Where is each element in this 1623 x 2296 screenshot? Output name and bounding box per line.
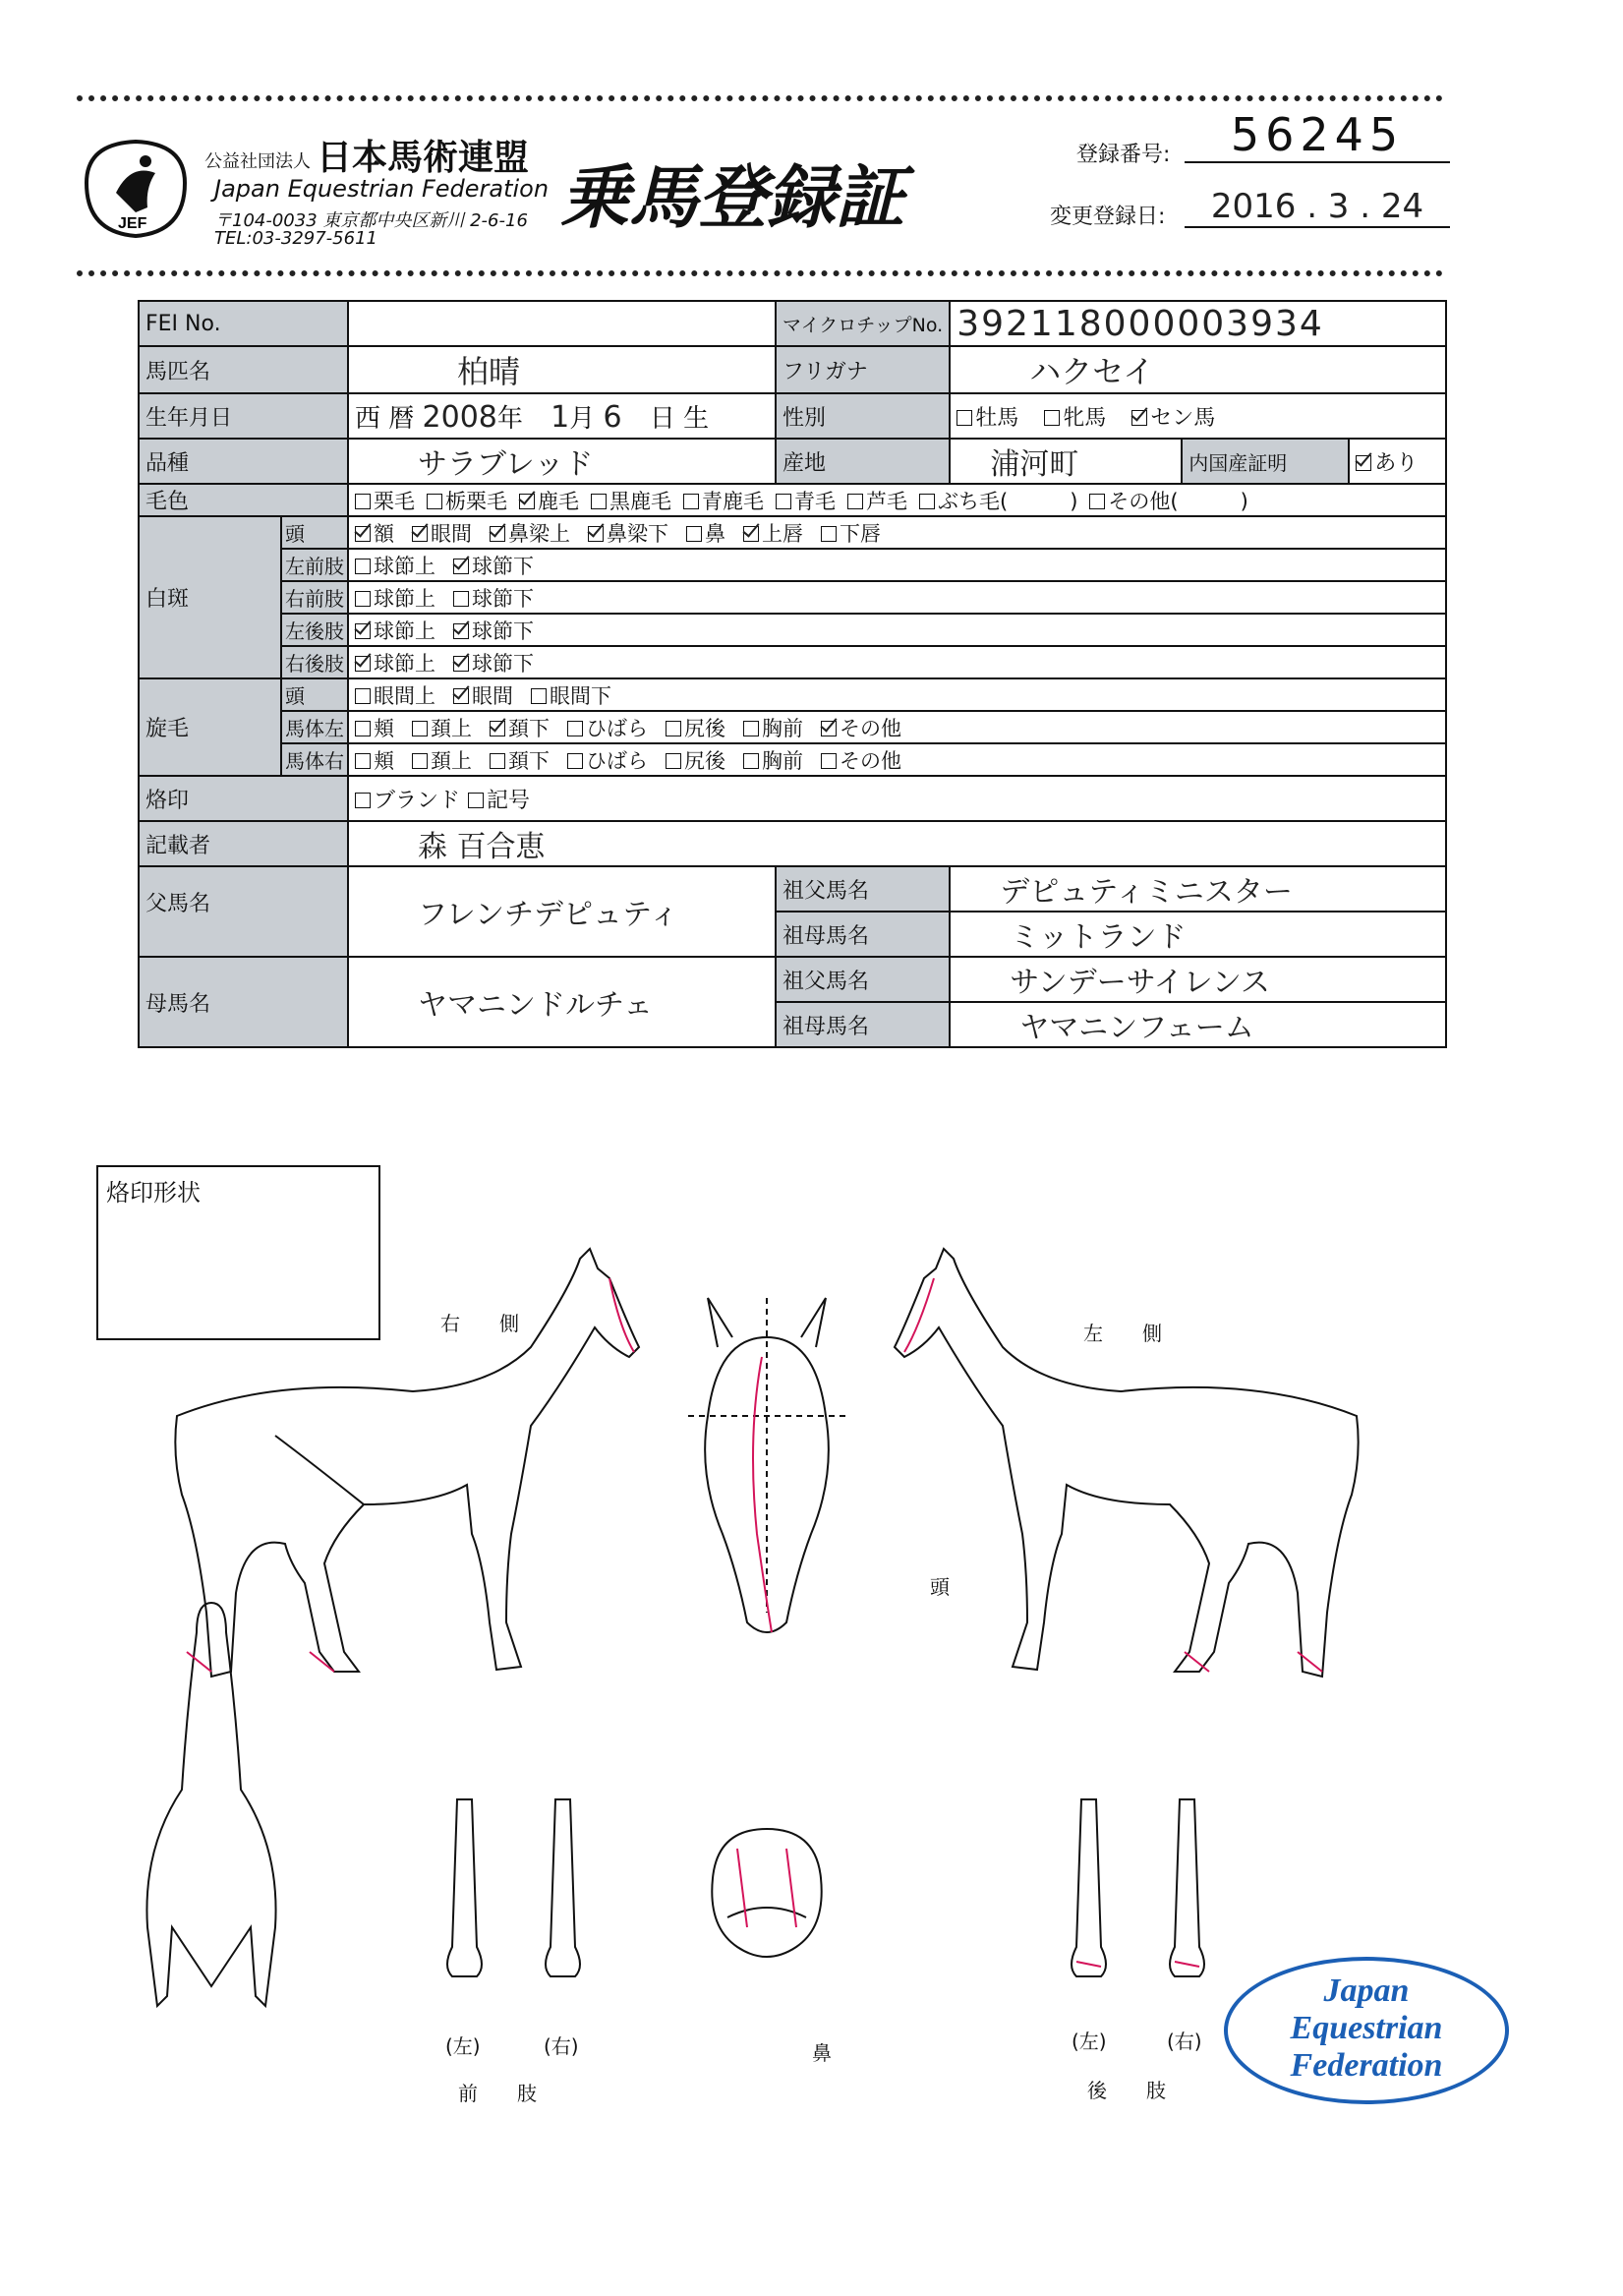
right-side-horse: [175, 1249, 639, 1677]
checkbox-option[interactable]: [355, 648, 435, 677]
checkbox-icon[interactable]: [468, 793, 484, 808]
checkbox-option[interactable]: [743, 745, 803, 775]
checkbox-icon[interactable]: [355, 753, 371, 769]
checkbox-icon[interactable]: [355, 688, 371, 704]
whorl-section: [139, 678, 1446, 776]
checkbox-label: 鹿毛: [538, 489, 579, 513]
checkbox-option[interactable]: [490, 518, 570, 548]
checkbox-label: 球節上: [374, 651, 435, 676]
checkbox-option[interactable]: [355, 680, 435, 710]
fore-caption: 前 肢: [458, 2082, 537, 2105]
birth-label: 生年月日: [139, 393, 348, 439]
checkbox-option[interactable]: [1044, 401, 1106, 432]
checkbox-label: 球節下: [472, 618, 534, 643]
body-part-options: [348, 646, 1446, 678]
checkbox-option[interactable]: [355, 583, 435, 613]
checkbox-option[interactable]: [567, 713, 648, 742]
furigana-label: フリガナ: [776, 346, 950, 393]
breed-label: 品種: [139, 439, 348, 484]
checkbox-icon[interactable]: [666, 721, 681, 736]
checkbox-icon[interactable]: [1089, 494, 1105, 509]
checkbox-label: その他: [840, 716, 901, 740]
checkbox-label: 青毛: [794, 489, 836, 513]
fei-value: [348, 301, 776, 346]
fore-left-label: (左): [445, 2034, 481, 2058]
checkbox-option[interactable]: [519, 486, 579, 515]
logo-text: JEF: [118, 215, 147, 232]
checkbox-label: 球節上: [374, 586, 435, 611]
org-address: 〒104-0033 東京都中央区新川 2-6-16: [214, 210, 528, 231]
sire-granddam-value: ミットランド: [950, 912, 1446, 957]
checkbox-option[interactable]: [453, 583, 534, 613]
horse-diagram: [118, 1239, 1416, 2124]
checkbox-icon[interactable]: [427, 494, 442, 509]
nose-view: [712, 1829, 821, 1957]
checkbox-label: 球節下: [472, 586, 534, 611]
checkbox-label: ぶち毛( ): [938, 489, 1078, 513]
checkbox-icon[interactable]: [666, 753, 681, 769]
checkbox-icon[interactable]: [776, 494, 791, 509]
dam-value: ヤマニンドルチェ: [348, 957, 776, 1047]
checkbox-label: 鼻梁上: [508, 521, 570, 546]
hind-legs: [1072, 1799, 1204, 1976]
checkbox-label: あり: [1374, 450, 1419, 476]
recorder-value: 森 百合恵: [348, 821, 1446, 866]
checkbox-option[interactable]: [591, 486, 671, 515]
checkbox-label: 頬: [374, 716, 394, 740]
checkbox-icon[interactable]: [490, 721, 505, 736]
brand-shape-label: 烙印形状: [106, 1179, 201, 1207]
checkbox-icon[interactable]: [567, 721, 583, 736]
checkbox-icon[interactable]: [1044, 410, 1060, 426]
checkbox-icon[interactable]: [591, 494, 607, 509]
birth-year: 2008: [422, 399, 497, 435]
org-name-en: Japan Equestrian Federation: [214, 175, 550, 203]
checkbox-label: 栗毛: [374, 489, 415, 513]
checkbox-option[interactable]: [776, 486, 836, 515]
checkbox-label: 眼間: [431, 521, 472, 546]
horse-name-value: 柏晴: [348, 346, 776, 393]
checkbox-label: 鼻: [705, 521, 725, 546]
checkbox-label: 頚上: [431, 716, 472, 740]
checkbox-icon[interactable]: [821, 526, 837, 542]
jef-stamp: [1224, 1957, 1509, 2104]
nose-label: 鼻: [812, 2041, 832, 2065]
checkbox-label: その他( ): [1108, 489, 1248, 513]
checkbox-label: ひばら: [586, 748, 648, 773]
checkbox-icon[interactable]: [531, 688, 547, 704]
checkbox-icon[interactable]: [686, 526, 702, 542]
horse-name-label: 馬匹名: [139, 346, 348, 393]
left-side-label: 左 側: [1083, 1322, 1162, 1345]
left-side-horse: [895, 1249, 1359, 1677]
checkbox-option[interactable]: [956, 401, 1018, 432]
body-part-label: 馬体左: [281, 711, 348, 743]
origin-label: 産地: [776, 439, 950, 484]
head-front-view: [688, 1298, 845, 1632]
change-date-label: 変更登録日:: [1050, 205, 1166, 229]
checkbox-label: 青鹿毛: [702, 489, 764, 513]
checkbox-option[interactable]: [743, 713, 803, 742]
checkbox-label: 胸前: [762, 748, 803, 773]
checkbox-icon[interactable]: [567, 753, 583, 769]
white-body-label: 白斑: [139, 516, 281, 678]
checkbox-icon[interactable]: [355, 623, 371, 639]
checkbox-option[interactable]: [821, 518, 881, 548]
org-prefix: 公益社団法人: [204, 151, 311, 172]
checkbox-label: 球節下: [472, 554, 534, 578]
birth-month: 1: [551, 399, 570, 435]
body-part-options: [348, 614, 1446, 646]
checkbox-option[interactable]: [355, 486, 415, 515]
dam-grandsire-value: サンデーサイレンス: [950, 957, 1446, 1002]
checkbox-label: 球節上: [374, 618, 435, 643]
checkbox-icon[interactable]: [453, 623, 469, 639]
checkbox-icon[interactable]: [412, 526, 428, 542]
checkbox-label: 頚上: [431, 748, 472, 773]
checkbox-label: 頬: [374, 748, 394, 773]
checkbox-label: 頚下: [508, 716, 550, 740]
checkbox-label: 尻後: [684, 716, 725, 740]
change-date-value: 2016 . 3 . 24: [1185, 187, 1450, 228]
body-part-label: 左前肢: [281, 549, 348, 581]
checkbox-option[interactable]: [1131, 401, 1215, 432]
checkbox-label: その他: [840, 748, 901, 773]
checkbox-option[interactable]: [821, 713, 901, 742]
sire-grandsire-label: 祖父馬名: [776, 866, 950, 912]
checkbox-icon[interactable]: [519, 494, 535, 509]
checkbox-option[interactable]: [1356, 446, 1418, 477]
body-part-options: [348, 581, 1446, 614]
sire-grandsire-value: デピュティミニスター: [950, 866, 1446, 912]
microchip-value: 392118000003934: [950, 301, 1446, 346]
checkbox-option[interactable]: [847, 486, 907, 515]
hind-caption: 後 肢: [1087, 2079, 1166, 2102]
breed-value: サラブレッド: [348, 439, 776, 484]
checkbox-option[interactable]: [531, 680, 611, 710]
checkbox-icon[interactable]: [453, 656, 469, 672]
org-name-ja: 日本馬術連盟: [317, 138, 530, 178]
body-part-label: 頭: [281, 678, 348, 711]
checkbox-icon[interactable]: [355, 591, 371, 607]
registration-table: [138, 300, 1447, 1048]
checkbox-label: 栃栗毛: [445, 489, 507, 513]
checkbox-option[interactable]: [683, 486, 764, 515]
checkbox-icon[interactable]: [355, 793, 371, 808]
header-top-rule: [77, 95, 1443, 101]
checkbox-icon[interactable]: [453, 688, 469, 704]
checkbox-option[interactable]: [355, 784, 460, 814]
fore-legs: [447, 1799, 580, 1976]
checkbox-label: 額: [374, 521, 394, 546]
birth-month-unit: 月: [569, 403, 596, 434]
checkbox-label: 牝馬: [1063, 405, 1107, 431]
body-part-options: [348, 743, 1446, 776]
dam-granddam-label: 祖母馬名: [776, 1002, 950, 1047]
reg-no-label: 登録番号:: [1076, 143, 1171, 167]
checkbox-label: 球節上: [374, 554, 435, 578]
checkbox-option[interactable]: [355, 518, 394, 548]
white-markings-section: [139, 516, 1446, 678]
whorl-body-label: 旋毛: [139, 678, 281, 776]
checkbox-label: 鼻梁下: [607, 521, 668, 546]
checkbox-option[interactable]: [453, 648, 534, 677]
checkbox-option[interactable]: [490, 745, 550, 775]
checkbox-option[interactable]: [453, 680, 513, 710]
checkbox-option[interactable]: [355, 616, 435, 645]
body-part-label: 頭: [281, 516, 348, 549]
checkbox-option[interactable]: [743, 518, 803, 548]
checkbox-label: セン馬: [1150, 405, 1216, 431]
body-part-label: 右後肢: [281, 646, 348, 678]
checkbox-icon[interactable]: [588, 526, 604, 542]
dam-label: 母馬名: [139, 957, 348, 1047]
checkbox-icon[interactable]: [355, 526, 371, 542]
checkbox-label: 尻後: [684, 748, 725, 773]
stamp-line2: Equestrian: [1290, 2010, 1443, 2046]
checkbox-icon[interactable]: [743, 526, 759, 542]
checkbox-label: ブランド: [374, 788, 461, 813]
birth-year-unit: 年: [496, 403, 523, 434]
dam-grandsire-label: 祖父馬名: [776, 957, 950, 1002]
top-view: [146, 1603, 275, 2006]
checkbox-option[interactable]: [686, 518, 725, 548]
document-title: 乗馬登録証: [560, 157, 904, 238]
checkbox-icon[interactable]: [821, 721, 837, 736]
domestic-label: 内国産証明: [1182, 439, 1349, 484]
header-bottom-rule: [77, 270, 1443, 276]
fei-label: FEI No.: [139, 301, 348, 346]
checkbox-option[interactable]: [468, 784, 530, 814]
checkbox-option[interactable]: [821, 745, 901, 775]
sex-options: [950, 393, 1446, 439]
checkbox-icon[interactable]: [453, 559, 469, 574]
checkbox-label: 胸前: [762, 716, 803, 740]
coat-options: [348, 484, 1446, 516]
microchip-label: マイクロチップNo.: [776, 301, 950, 346]
jef-logo: [77, 134, 195, 242]
sire-label: 父馬名: [139, 866, 348, 957]
org-tel: TEL:03-3297-5611: [214, 228, 377, 249]
recorder-label: 記載者: [139, 821, 348, 866]
checkbox-icon[interactable]: [412, 721, 428, 736]
coat-label: 毛色: [139, 484, 348, 516]
checkbox-label: ひばら: [586, 716, 648, 740]
body-part-options: [348, 678, 1446, 711]
dam-granddam-value: ヤマニンフェーム: [950, 1002, 1446, 1047]
sire-value: フレンチデピュティ: [348, 866, 776, 957]
checkbox-option[interactable]: [355, 551, 435, 580]
checkbox-icon[interactable]: [821, 753, 837, 769]
checkbox-option[interactable]: [453, 616, 534, 645]
checkbox-option[interactable]: [666, 713, 725, 742]
checkbox-icon[interactable]: [683, 494, 699, 509]
checkbox-label: 上唇: [762, 521, 803, 546]
stamp-line3: Federation: [1290, 2047, 1443, 2084]
checkbox-option[interactable]: [453, 551, 534, 580]
checkbox-option[interactable]: [567, 745, 648, 775]
head-label: 頭: [930, 1575, 950, 1599]
checkbox-option[interactable]: [490, 713, 550, 742]
checkbox-icon[interactable]: [743, 721, 759, 736]
checkbox-icon[interactable]: [956, 410, 972, 426]
birth-value: [348, 393, 776, 439]
checkbox-label: 眼間下: [550, 683, 611, 708]
checkbox-icon[interactable]: [355, 559, 371, 574]
sex-label: 性別: [776, 393, 950, 439]
checkbox-option[interactable]: [588, 518, 668, 548]
checkbox-icon[interactable]: [412, 753, 428, 769]
checkbox-label: 頚下: [508, 748, 550, 773]
checkbox-icon[interactable]: [453, 591, 469, 607]
origin-value: 浦河町: [950, 439, 1182, 484]
checkbox-icon[interactable]: [1356, 455, 1371, 471]
checkbox-option[interactable]: [412, 745, 472, 775]
checkbox-option[interactable]: [355, 745, 394, 775]
checkbox-icon[interactable]: [847, 494, 863, 509]
birth-day-unit: 日 生: [649, 403, 710, 434]
checkbox-icon[interactable]: [490, 526, 505, 542]
checkbox-icon[interactable]: [490, 753, 505, 769]
checkbox-label: 牡馬: [975, 405, 1019, 431]
body-part-options: [348, 711, 1446, 743]
checkbox-icon[interactable]: [355, 494, 371, 509]
checkbox-icon[interactable]: [1131, 410, 1147, 426]
furigana-value: ハクセイ: [950, 346, 1446, 393]
checkbox-label: 記号: [487, 788, 531, 813]
checkbox-label: 眼間: [472, 683, 513, 708]
body-part-options: [348, 516, 1446, 549]
checkbox-option[interactable]: [427, 486, 507, 515]
body-part-options: [348, 549, 1446, 581]
checkbox-icon[interactable]: [743, 753, 759, 769]
checkbox-label: 眼間上: [374, 683, 435, 708]
right-side-label: 右 側: [440, 1312, 519, 1335]
fore-right-label: (右): [544, 2034, 579, 2058]
brand-label: 烙印: [139, 776, 348, 821]
birth-day: 6: [603, 399, 622, 435]
hind-left-label: (左): [1072, 2030, 1107, 2053]
body-part-label: 馬体右: [281, 743, 348, 776]
brand-options: [348, 776, 1446, 821]
checkbox-option[interactable]: [666, 745, 725, 775]
checkbox-label: 下唇: [840, 521, 881, 546]
checkbox-option[interactable]: [355, 713, 394, 742]
marking-annotations: [187, 1278, 1322, 1967]
body-part-label: 左後肢: [281, 614, 348, 646]
checkbox-label: 芦毛: [866, 489, 907, 513]
sire-granddam-label: 祖母馬名: [776, 912, 950, 957]
body-part-label: 右前肢: [281, 581, 348, 614]
checkbox-option[interactable]: [412, 713, 472, 742]
birth-era: 西 暦: [355, 403, 415, 434]
stamp-line1: Japan: [1323, 1972, 1410, 2009]
domestic-option: [1349, 439, 1446, 484]
checkbox-icon[interactable]: [355, 721, 371, 736]
hind-right-label: (右): [1167, 2030, 1202, 2053]
checkbox-option[interactable]: [412, 518, 472, 548]
checkbox-icon[interactable]: [919, 494, 935, 509]
checkbox-option[interactable]: [919, 486, 1077, 515]
checkbox-label: 黒鹿毛: [609, 489, 671, 513]
reg-no-value: 56245: [1185, 108, 1450, 163]
checkbox-label: 球節下: [472, 651, 534, 676]
checkbox-option[interactable]: [1089, 486, 1247, 515]
checkbox-icon[interactable]: [355, 656, 371, 672]
